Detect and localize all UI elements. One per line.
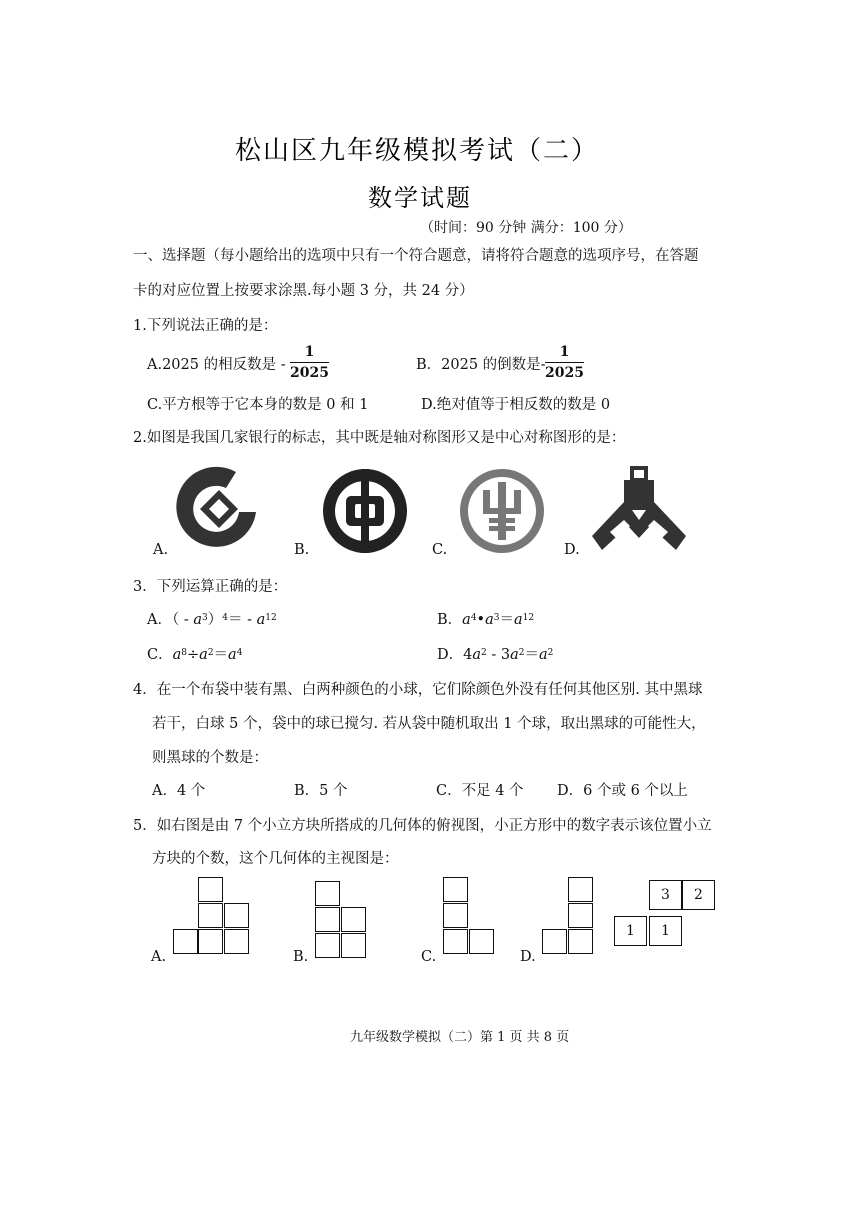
q3-d-var3: a	[539, 647, 548, 663]
exam-title: 松山区九年级模拟考试（二）	[235, 136, 600, 166]
bank-logo-d	[590, 466, 688, 552]
cube-cell	[341, 933, 366, 958]
top-view-cell: 3	[649, 880, 682, 910]
cube-cell	[198, 929, 223, 954]
cube-cell	[198, 903, 223, 928]
q3-a-exp2: 4	[222, 613, 228, 623]
q3-a-eq: ＝ -	[227, 612, 257, 628]
cube-cell	[224, 929, 249, 954]
q3-c-exp2: 2	[207, 648, 214, 658]
q1-b-numerator: 1	[559, 344, 570, 360]
q3-a-var1: a	[193, 612, 203, 628]
q5-line2: 方块的个数，这个几何体的主视图是：	[152, 851, 399, 867]
q3-d-var2: a	[510, 647, 519, 663]
q3-b-var1: a	[462, 612, 471, 628]
q5-figure-b	[315, 881, 371, 961]
q3-option-d	[437, 645, 553, 665]
cube-cell	[542, 929, 567, 954]
q3-d-label: D．	[437, 647, 464, 663]
q1-a-numerator: 1	[304, 344, 315, 360]
exam-meta: （时间：90 分钟 满分：100 分）	[420, 220, 632, 236]
cube-cell	[568, 929, 593, 954]
q1-option-b: B．2025 的倒数是-	[416, 357, 546, 373]
q5-line1: 5．如右图是由 7 个小立方块所搭成的几何体的俯视图，小正方形中的数字表示该位置小立	[133, 818, 712, 834]
q1-b-denominator: 2025	[545, 365, 584, 381]
q3-b-eq: ＝	[499, 612, 514, 628]
q1-option-c: C.平方根等于它本身的数是 0 和 1	[147, 397, 369, 413]
q3-c-exp1: 8	[181, 648, 187, 658]
q3-a-var2: a	[256, 612, 266, 628]
section-instructions-line2: 卡的对应位置上按要求涂黑.每小题 3 分，共 24 分）	[133, 283, 474, 299]
q3-b-var2: a	[485, 612, 494, 628]
q3-b-exp2: 3	[493, 613, 500, 623]
q3-d-exp3: 2	[547, 648, 554, 658]
q1-stem: 1.下列说法正确的是：	[133, 318, 278, 334]
q3-d-var1: a	[472, 647, 482, 663]
q3-d-exp2: 2	[518, 648, 525, 658]
q1-option-a: A.2025 的相反数是 -	[147, 357, 286, 373]
bank-logo-a	[176, 466, 262, 552]
q4-line2: 若干，白球 5 个，袋中的球已搅匀. 若从袋中随机取出 1 个球，取出黑球的可能性大，	[152, 716, 706, 732]
fraction-bar	[290, 362, 329, 363]
exam-subtitle: 数学试题	[368, 184, 472, 212]
q3-a-exp1: 3	[202, 613, 208, 623]
q5-top-view	[614, 880, 718, 950]
q2-label-b: B.	[294, 542, 310, 558]
q3-a-paren-open: （ -	[171, 612, 194, 628]
q3-a-exp3: 12	[265, 613, 277, 623]
q2-label-c: C.	[432, 542, 448, 558]
q3-d-eq: ＝	[524, 647, 539, 663]
cube-cell	[443, 903, 468, 928]
q3-a-paren-close: ）	[207, 612, 223, 628]
cube-cell	[224, 903, 249, 928]
q5-label-b: B.	[293, 949, 309, 965]
q5-figure-c	[443, 877, 499, 957]
q3-a-label: A．	[147, 612, 172, 628]
q1-a-denominator: 2025	[290, 365, 329, 381]
q3-option-b	[437, 610, 534, 630]
q3-option-a	[147, 610, 277, 630]
q1-option-d: D.绝对值等于相反数的数是 0	[421, 397, 611, 413]
q3-d-op: - 3	[486, 647, 511, 663]
section-instructions-line1: 一、选择题（每小题给出的选项中只有一个符合题意，请将符合题意的选项序号，在答题	[133, 248, 699, 264]
q3-c-exp3: 4	[236, 648, 243, 658]
q3-c-var3: a	[228, 647, 237, 663]
q4-option-a: A．4 个	[152, 783, 206, 799]
q3-c-eq: ＝	[213, 647, 229, 663]
q3-b-var3: a	[514, 612, 523, 628]
cube-cell	[443, 877, 468, 902]
q5-label-a: A.	[151, 949, 167, 965]
fraction-bar	[545, 362, 584, 363]
page-footer: 九年级数学模拟（二）第 1 页 共 8 页	[350, 1030, 570, 1045]
q3-c-var1: a	[172, 647, 182, 663]
cube-cell	[568, 903, 593, 928]
q3-d-coef: 4	[463, 647, 473, 663]
q2-label-a: A.	[153, 542, 169, 558]
bank-logo-b	[322, 468, 408, 554]
cube-cell	[315, 907, 340, 932]
q3-b-label: B．	[437, 612, 463, 628]
q3-b-exp1: 4	[470, 613, 477, 623]
cube-cell	[315, 933, 340, 958]
q1-option-a-fraction	[290, 344, 329, 381]
q3-b-dot: •	[476, 612, 486, 628]
cube-cell	[443, 929, 468, 954]
q3-c-op: ÷	[187, 647, 200, 663]
q5-figure-d	[542, 877, 598, 957]
q2-stem: 2.如图是我国几家银行的标志，其中既是轴对称图形又是中心对称图形的是：	[133, 430, 626, 446]
q3-c-label: C．	[147, 647, 173, 663]
q3-d-exp1: 2	[481, 648, 487, 658]
q3-stem: 3．下列运算正确的是：	[133, 579, 288, 595]
q5-label-d: D.	[520, 949, 536, 965]
q4-line3: 则黑球的个数是：	[152, 750, 268, 766]
cube-cell	[568, 877, 593, 902]
cube-cell	[469, 929, 494, 954]
cube-cell	[198, 877, 223, 902]
q1-option-b-fraction	[545, 344, 584, 381]
cube-cell	[341, 907, 366, 932]
top-view-cell: 2	[682, 880, 715, 910]
q5-figure-a	[173, 877, 253, 957]
q4-option-c: C．不足 4 个	[436, 783, 524, 799]
top-view-cell: 1	[614, 916, 647, 946]
q4-option-b: B．5 个	[294, 783, 348, 799]
q3-option-c	[147, 645, 242, 665]
top-view-cell: 1	[649, 916, 682, 946]
q3-c-var2: a	[199, 647, 208, 663]
cube-cell	[173, 929, 198, 954]
bank-logo-c	[459, 468, 545, 554]
q3-b-exp3: 12	[522, 613, 535, 623]
cube-cell	[315, 881, 340, 906]
q5-label-c: C.	[421, 949, 437, 965]
q2-label-d: D.	[564, 542, 580, 558]
q4-line1: 4．在一个布袋中装有黑、白两种颜色的小球，它们除颜色外没有任何其他区别. 其中黑球	[133, 682, 703, 698]
q4-option-d: D．6 个或 6 个以上	[557, 783, 688, 799]
